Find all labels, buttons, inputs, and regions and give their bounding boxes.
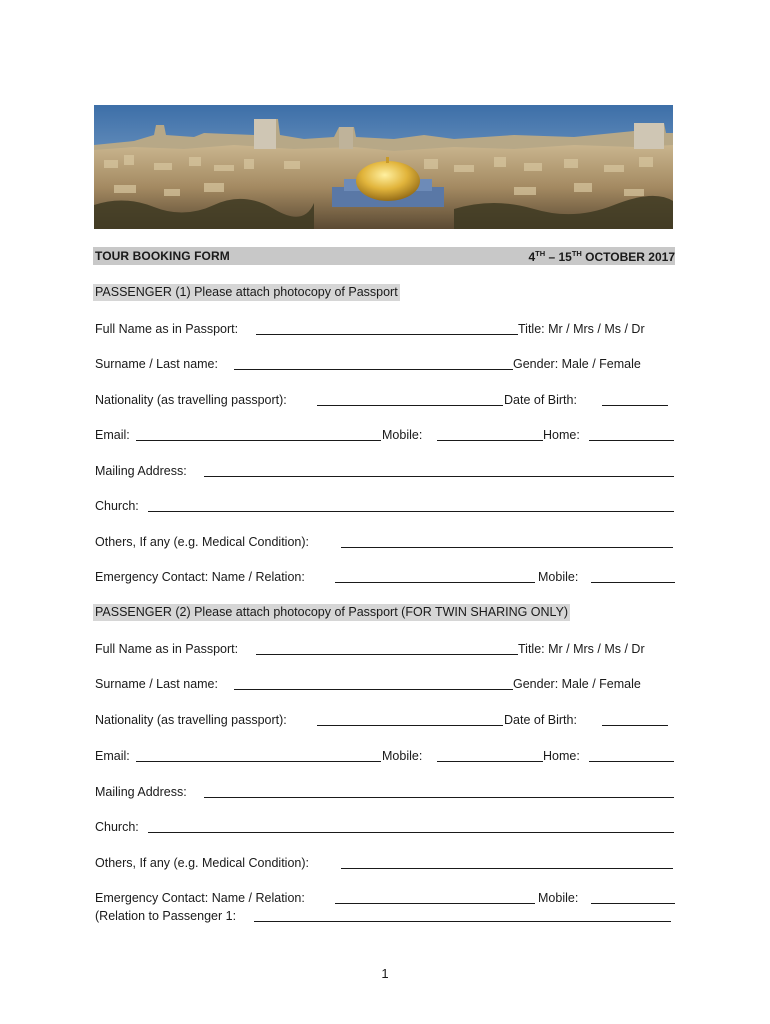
p2-surname-row: [95, 675, 675, 693]
p1-surname-row: [95, 355, 675, 373]
p1-surname-label: Surname / Last name:: [95, 357, 218, 371]
p2-home-label: Home:: [543, 749, 580, 763]
p2-email-field[interactable]: [136, 761, 381, 762]
p2-full-name-label: Full Name as in Passport:: [95, 642, 239, 656]
p2-dob-label: Date of Birth:: [504, 713, 577, 727]
p2-surname-field[interactable]: [234, 689, 513, 690]
p2-emergency-field[interactable]: [335, 903, 535, 904]
p2-church-field[interactable]: [148, 832, 674, 833]
p2-mobile-label: Mobile:: [382, 749, 423, 763]
p1-church-field[interactable]: [148, 511, 674, 512]
jerusalem-banner-image: [94, 105, 673, 229]
p2-title-options[interactable]: Title: Mr / Mrs / Ms / Dr: [518, 642, 645, 656]
p2-gender-options[interactable]: Gender: Male / Female: [513, 677, 641, 691]
p2-nationality-field[interactable]: [317, 725, 503, 726]
p1-surname-field[interactable]: [234, 369, 513, 370]
p1-mobile-label: Mobile:: [382, 428, 423, 442]
p1-full-name-label: Full Name as in Passport:: [95, 322, 239, 336]
p1-mobile-field[interactable]: [437, 440, 543, 441]
p1-mailing-row: [95, 462, 675, 480]
p2-relation-row: [95, 907, 675, 925]
p2-mailing-row: [95, 783, 675, 801]
p2-emergency-mobile-field[interactable]: [591, 903, 675, 904]
p2-church-row: [95, 818, 675, 836]
p2-nationality-label: Nationality (as travelling passport):: [95, 713, 287, 727]
p1-emergency-mobile-label: Mobile:: [538, 570, 579, 584]
passenger2-heading: PASSENGER (2) Please attach photocopy of Passport (FOR TWIN SHARING ONLY): [95, 605, 569, 619]
p1-church-row: [95, 497, 675, 515]
p2-home-field[interactable]: [589, 761, 674, 762]
p1-dob-label: Date of Birth:: [504, 393, 577, 407]
p2-others-label: Others, If any (e.g. Medical Condition):: [95, 856, 309, 870]
p1-gender-options[interactable]: Gender: Male / Female: [513, 357, 641, 371]
p1-contact-row: [95, 426, 675, 444]
p2-emergency-label: Emergency Contact: Name / Relation:: [95, 891, 305, 905]
p2-relation-field[interactable]: [254, 921, 671, 922]
p1-nationality-label: Nationality (as travelling passport):: [95, 393, 287, 407]
p1-full-name-field[interactable]: [256, 334, 518, 335]
date-suffix-1: TH: [535, 249, 546, 258]
p1-church-label: Church:: [95, 499, 139, 513]
p1-mailing-field[interactable]: [204, 476, 674, 477]
date-month-year: OCTOBER 2017: [581, 250, 675, 264]
p1-others-row: [95, 533, 675, 551]
p1-others-label: Others, If any (e.g. Medical Condition):: [95, 535, 309, 549]
p2-others-field[interactable]: [341, 868, 673, 869]
form-title: TOUR BOOKING FORM: [95, 249, 230, 263]
tour-dates: [528, 249, 675, 264]
date-separator: – 15: [545, 250, 572, 264]
p2-mailing-field[interactable]: [204, 797, 674, 798]
p1-dob-field[interactable]: [602, 405, 668, 406]
p2-emergency-row: [95, 889, 675, 907]
p1-title-options[interactable]: Title: Mr / Mrs / Ms / Dr: [518, 322, 645, 336]
p2-dob-field[interactable]: [602, 725, 668, 726]
p2-surname-label: Surname / Last name:: [95, 677, 218, 691]
p2-relation-label: (Relation to Passenger 1:: [95, 909, 237, 923]
page-number: 1: [381, 966, 389, 981]
p1-nationality-field[interactable]: [317, 405, 503, 406]
p1-email-field[interactable]: [136, 440, 381, 441]
p1-home-field[interactable]: [589, 440, 674, 441]
p1-emergency-row: [95, 568, 675, 586]
date-suffix-2: TH: [571, 249, 582, 258]
p2-contact-row: [95, 747, 675, 765]
p2-emergency-mobile-label: Mobile:: [538, 891, 579, 905]
passenger1-heading: PASSENGER (1) Please attach photocopy of Passport: [95, 285, 398, 299]
p2-full-name-row: [95, 640, 675, 658]
p2-mailing-label: Mailing Address:: [95, 785, 187, 799]
date-start: 4: [528, 250, 536, 264]
p2-full-name-field[interactable]: [256, 654, 518, 655]
p1-mailing-label: Mailing Address:: [95, 464, 187, 478]
p1-full-name-row: [95, 320, 675, 338]
p2-email-label: Email:: [95, 749, 130, 763]
p1-nationality-row: [95, 391, 675, 409]
p1-emergency-mobile-field[interactable]: [591, 582, 675, 583]
p2-others-row: [95, 854, 675, 872]
p2-nationality-row: [95, 711, 675, 729]
p1-email-label: Email:: [95, 428, 130, 442]
p2-church-label: Church:: [95, 820, 139, 834]
p2-mobile-field[interactable]: [437, 761, 543, 762]
p1-emergency-label: Emergency Contact: Name / Relation:: [95, 570, 305, 584]
p1-emergency-field[interactable]: [335, 582, 535, 583]
p1-others-field[interactable]: [341, 547, 673, 548]
p1-home-label: Home:: [543, 428, 580, 442]
